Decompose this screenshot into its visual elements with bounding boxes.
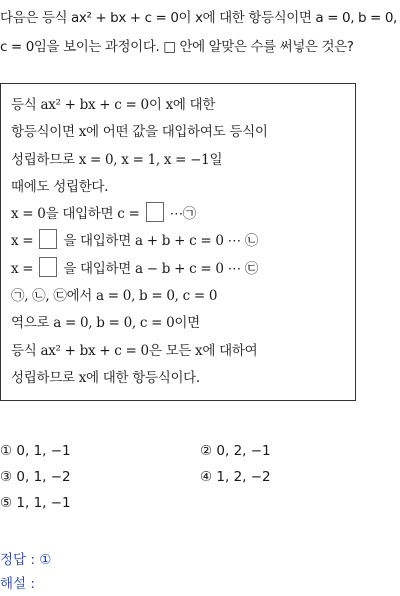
choice-1[interactable]: ① 0, 1, −1	[0, 443, 71, 459]
proof-box	[0, 83, 356, 401]
proof-step-3-post: 을 대입하면 a − b + c = 0 ⋯ ㉢	[63, 260, 259, 277]
proof-tail-2: 역으로 a = 0, b = 0, c = 0이면	[11, 315, 200, 332]
answer-label: 정답 : ①	[0, 552, 52, 568]
question-text: 다음은 등식 ax² + bx + c = 0이 x에 대한 항등식이면 a = 0, b = 0, c = 0임을 보이는 과정이다. □ 안에 알맞은 수를 써넣은 것은?	[0, 10, 397, 55]
answer-blank-2	[39, 229, 57, 249]
proof-step-2-post: 을 대입하면 a + b + c = 0 ⋯ ㉡	[63, 233, 259, 250]
proof-step-3	[11, 256, 355, 283]
proof-tail-1: ㉠, ㉡, ㉢에서 a = 0, b = 0, c = 0	[11, 288, 218, 305]
answer-blank-3	[39, 257, 57, 277]
answer-section	[0, 548, 51, 596]
choice-4[interactable]: ④ 1, 2, −2	[200, 469, 271, 485]
proof-step-1-pre: x = 0을 대입하면 c =	[11, 206, 140, 223]
choice-3[interactable]: ③ 0, 1, −2	[0, 469, 71, 485]
explanation-label: 해설 :	[0, 576, 35, 592]
choice-2[interactable]: ② 0, 2, −1	[200, 443, 271, 459]
proof-step-2-pre: x =	[11, 233, 34, 250]
proof-step-3-pre: x =	[11, 260, 34, 277]
answer-blank-1	[146, 202, 164, 222]
choice-5[interactable]: ⑤ 1, 1, −1	[0, 495, 71, 511]
proof-tail-3: 등식 ax² + bx + c = 0은 모든 x에 대하여	[11, 342, 258, 359]
proof-step-1	[11, 201, 355, 228]
proof-step-1-post: ⋯㉠	[169, 206, 196, 223]
proof-line-4: 때에도 성립한다.	[11, 178, 109, 195]
proof-line-2: 항등식이면 x에 어떤 값을 대입하여도 등식이	[11, 124, 268, 141]
proof-line-3: 성립하므로 x = 0, x = 1, x = −1일	[11, 151, 223, 168]
proof-tail-4: 성립하므로 x에 대한 항등식이다.	[11, 369, 200, 386]
proof-line-1: 등식 ax² + bx + c = 0이 x에 대한	[11, 97, 216, 113]
proof-step-2	[11, 228, 355, 255]
